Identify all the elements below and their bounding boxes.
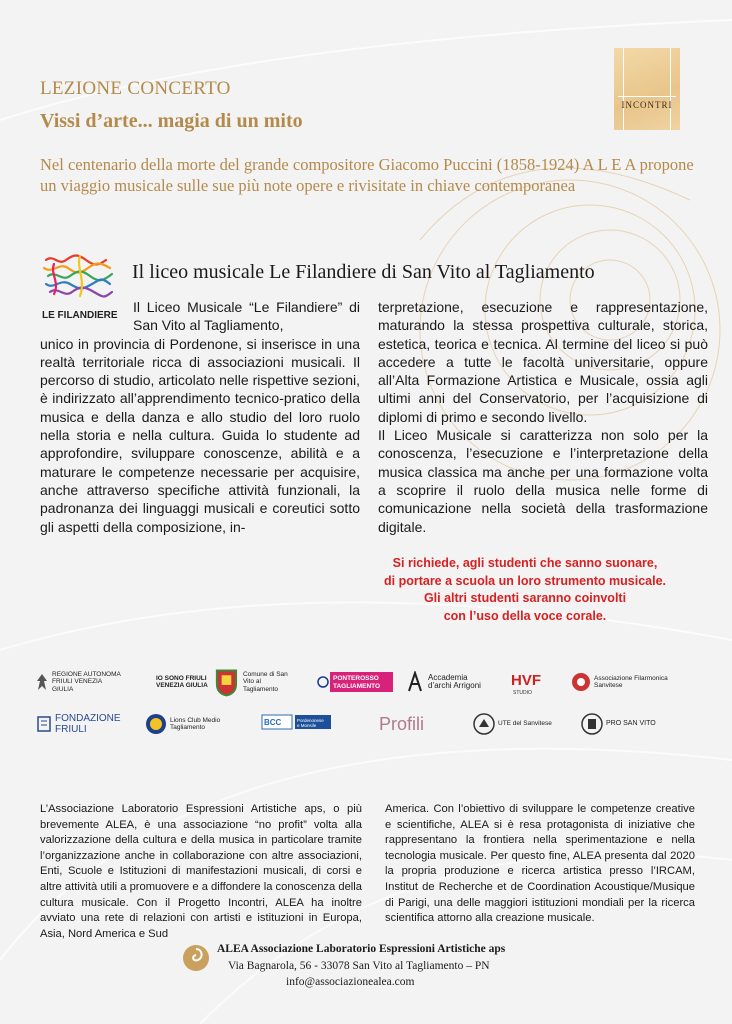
svg-text:STUDIO: STUDIO [513, 690, 532, 696]
paragraph: terpretazione, esecuzione e rappresentazione, maturando la stessa prospettiva culturale, storica, estetica, teorica e tecnica. Al termine del liceo si può accedere a tutte le facoltà universitarie, oppure all’Alta Formazione Artistica e Musicale, ossia agli ultimi anni del Conservatorio, per l’acquisizione di diplomi di primo e secondo livello. [378, 299, 708, 425]
incontri-label: INCONTRI [621, 100, 673, 110]
sponsor-logo [473, 706, 563, 742]
sponsor-name: REGIONE AUTONOMA FRIULI VENEZIA GIULIA [52, 670, 121, 693]
svg-text:BCC: BCC [264, 718, 282, 727]
alea-org-name: ALEA Associazione Laboratorio Espressioni Artistiche aps [217, 943, 506, 955]
sponsor-logo [261, 706, 333, 742]
sponsor-name: IO SONO FRIULI VENEZIA GIULIA [156, 674, 208, 689]
sponsor-logo [35, 664, 127, 700]
lions-club-icon [145, 713, 167, 735]
alea-logo-icon [182, 943, 210, 973]
page-subtitle: Vissi d’arte... magia di un mito [40, 110, 303, 132]
sponsor-name: UTE del Sanvitese [498, 720, 552, 728]
fondazione-emblem-icon [37, 715, 51, 733]
incontri-logo [614, 48, 680, 130]
svg-text:PONTEROSSO: PONTEROSSO [333, 675, 379, 682]
filarmonica-emblem-icon [571, 672, 591, 692]
svg-text:Pordenonese: Pordenonese [297, 718, 324, 723]
sponsor-name: FONDAZIONE FRIULI [55, 713, 121, 735]
sponsor-logo [145, 706, 235, 742]
sponsor-name: Associazione Filarmonica Sanvitese [594, 674, 668, 689]
sponsor-logo [317, 664, 395, 700]
logo-divider [618, 96, 676, 97]
notice-line: Gli altri studenti saranno coinvolti [423, 591, 627, 605]
violin-icon [405, 671, 425, 693]
svg-text:HVF: HVF [511, 672, 541, 689]
sponsor-name: PRO SAN VITO [606, 720, 656, 728]
paragraph: America. Con l’obiettivo di sviluppare le competenze creative e scientifiche, ALEA si è resa protagonista di iniziative che rappresentano la frontiera nella sperimentazione e nella tecnologia musicale. Per questo fine, ALEA presenta dal 2020 la propria produzione e ricerca artistica presso l’IRCAM, Institut de Recherche et de Coordination Acoustique/Musique di Parigi, una delle maggiori istituzioni mondiali per la ricerca scientifica attorno alla creazione musicale. [385, 803, 695, 925]
notice-line: con l’uso della voce corale. [443, 608, 607, 623]
eagle-icon [35, 673, 49, 691]
sponsor-name: Profili [379, 713, 425, 734]
bcc-logo-icon [261, 711, 333, 737]
sponsor-logo [37, 706, 129, 742]
intro-text: Nel centenario della morte del grande compositore Giacomo Puccini (1858-1924) A L E A propone un viaggio musicale sulle sue più note opere e rivisitate in chiave contemporanea [40, 155, 694, 195]
alea-description-col1 [40, 802, 362, 942]
alea-address: Via Bagnarola, 56 - 33078 San Vito al Tagliamento – PN [228, 960, 490, 972]
sponsor-logo [509, 664, 569, 700]
sponsor-logo [153, 664, 221, 700]
page-title: LEZIONE CONCERTO [40, 78, 231, 99]
sponsor-name: Comune di San Vito al Tagliamento [242, 670, 288, 693]
svg-text:e Monsile: e Monsile [297, 723, 317, 728]
sponsor-logo [405, 664, 495, 700]
sponsor-logos-row-2 [35, 706, 700, 744]
logo-divider [623, 48, 624, 130]
paragraph: Il Liceo Musicale si caratterizza non solo per la conoscenza, l’esecuzione e l’interpretazione della musica classica ma anche per una formazione volta a scoprire il ruolo della musica nelle forme di comunicazione nella società della trasformazione digitale. [378, 427, 708, 535]
sponsor-logo [581, 706, 671, 742]
paragraph: Il Liceo Musicale “Le Filandiere” di San Vito al Tagliamento, [133, 299, 360, 334]
hvf-studio-logo-icon [509, 667, 543, 697]
school-description-col2 [378, 298, 708, 536]
filandiere-logo-text: LE FILANDIERE [42, 310, 118, 321]
alea-description-col2 [385, 802, 695, 927]
paragraph: unico in provincia di Pordenone, si inserisce in una realtà territoriale ricca di associazioni musicali. Il percorso di studio, articolato nelle rispettive sezioni, è indirizzato all’apprendimento tecnico-pratico della musica e della danza e allo studio del loro ruolo nella storia e nella cultura. Guida lo studente ad approfondire, sviluppare conoscenze, abilità e a maturare le competenze necessarie per acquisire, anche attraverso specifiche attività funzionali, la padronanza dei linguaggi musicali e coreutici sotto gli aspetti della composizione, in- [40, 335, 360, 535]
school-description-col1 [40, 298, 360, 536]
sponsor-logo [213, 664, 293, 700]
svg-text:TAGLIAMENTO: TAGLIAMENTO [333, 683, 381, 690]
alea-email-link[interactable]: info@associazionealea.com [286, 976, 415, 988]
ute-emblem-icon [473, 713, 495, 735]
sponsor-logos-row-1 [35, 664, 700, 702]
sponsor-logo [379, 706, 459, 742]
pro-san-vito-emblem-icon [581, 713, 603, 735]
sponsor-name: Lions Club Medio Tagliamento [170, 716, 221, 731]
student-notice [360, 555, 690, 625]
notice-line: Si richiede, agli studenti che sanno suonare, [392, 556, 658, 570]
coat-of-arms-icon [213, 666, 240, 698]
notice-line: di portare a scuola un loro strumento musicale. [383, 573, 666, 588]
sponsor-name: Accademia d’archi Arrigoni [428, 672, 481, 690]
paragraph: L’Associazione Laboratorio Espressioni Artistiche aps, o più brevemente ALEA, è una associazione “no profit” volta alla valorizzazione della cultura e della musica in particolare tramite l’organizzazione anche in collaborazione con altre associazioni, Enti, Scuole e Istituzioni di manifestazioni musicali, di corsi e altre attività utili a promuovere e a diffondere la conoscenza della cultura musicale. Con il Progetto Incontri, ALEA ha inoltre avviato una rete di relazioni con artisti e istituzioni in Europa, Asia, Nord America e Sud [40, 803, 362, 940]
ponterosso-logo-icon [317, 669, 395, 695]
section-heading: Il liceo musicale Le Filandiere di San Vito al Tagliamento [132, 261, 595, 283]
logo-divider [670, 48, 671, 130]
sponsor-logo [571, 664, 681, 700]
